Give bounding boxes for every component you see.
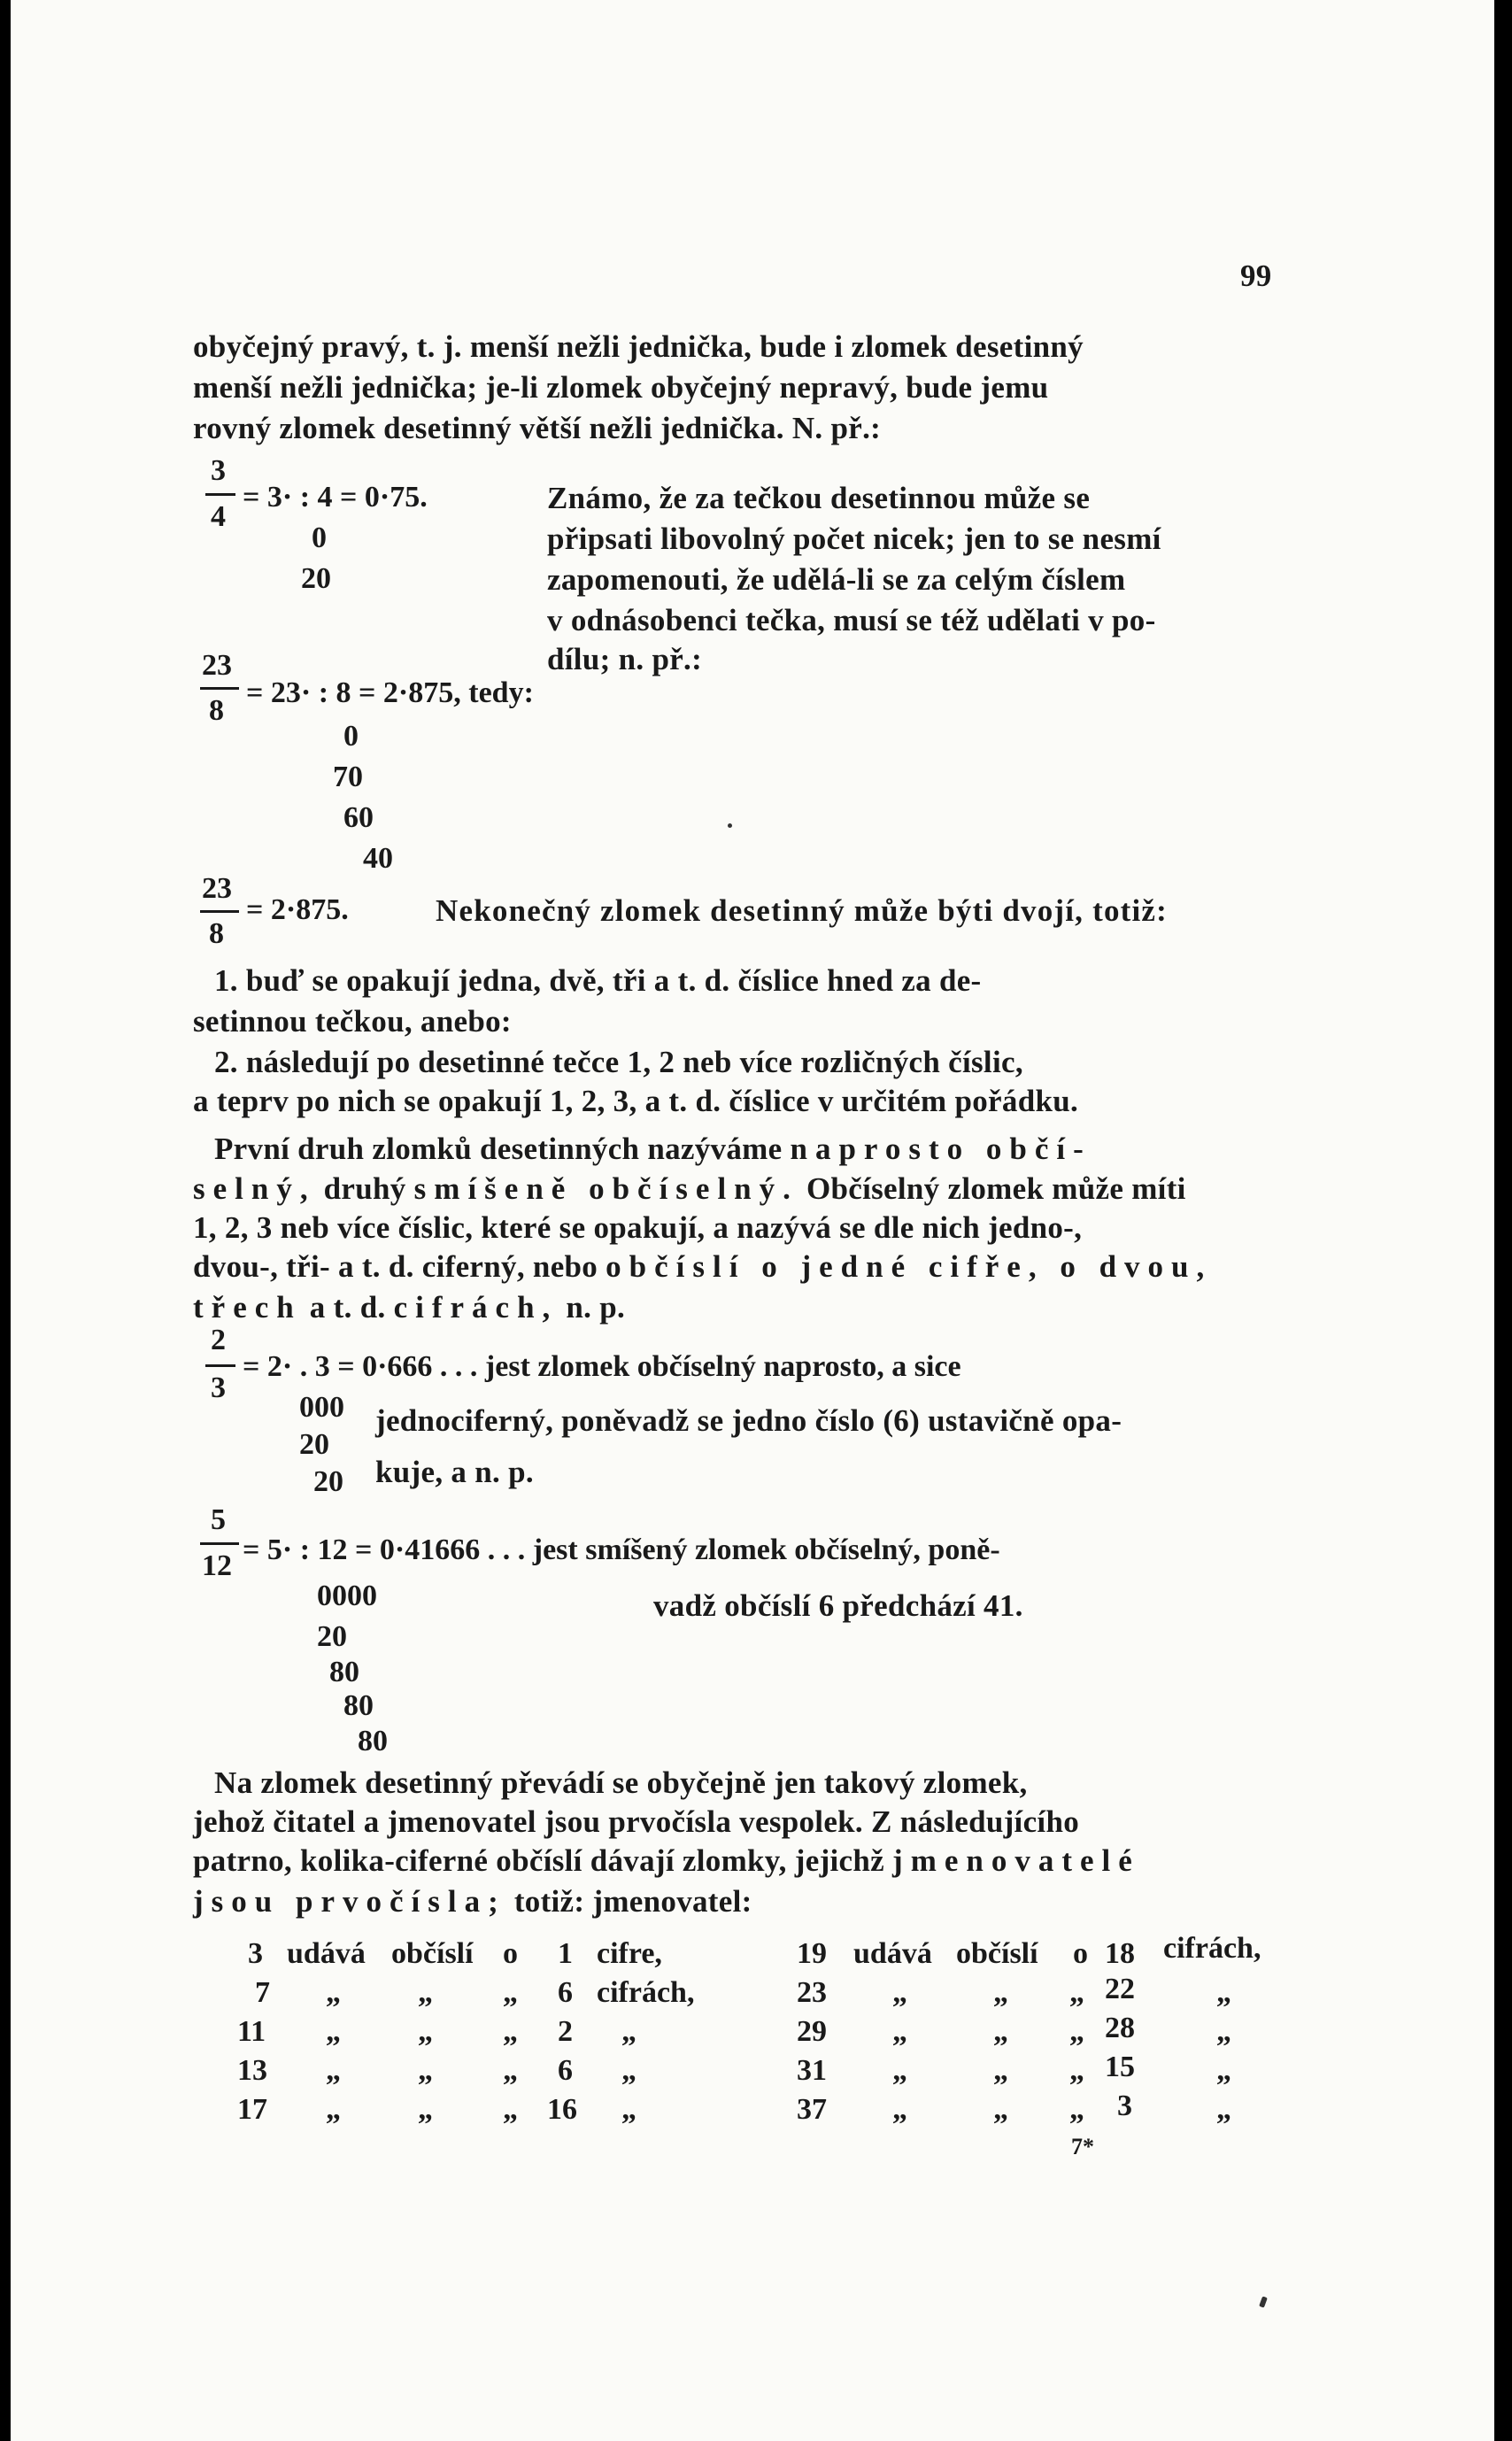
table-cell: občíslí (956, 1937, 1038, 1970)
speck (1259, 2296, 1268, 2307)
equation: = 5· : 12 = 0·41666 . . . jest smíšený zlomek občíselný, poně- (243, 1533, 1000, 1566)
table-cell: „ (418, 1976, 433, 2009)
fraction-bar (200, 910, 239, 913)
list-item: setinnou tečkou, anebo: (193, 1004, 512, 1039)
book-page (11, 0, 1494, 2441)
table-cell: „ (326, 2015, 341, 2048)
fraction-numerator: 23 (202, 872, 232, 905)
emphasis: jmenovatelé (892, 1843, 1140, 1878)
table-cell: „ (1069, 2015, 1084, 2048)
text-line: 1, 2, 3 neb více číslic, které se opakují, a nazývá se dle nich jedno-, (193, 1210, 1083, 1245)
table-cell: „ (326, 2054, 341, 2087)
table-cell: 7 (255, 1976, 270, 2009)
side-note-line: jednociferný, poněvadž se jedno číslo (6) ustavičně opa- (375, 1403, 1122, 1438)
table-cell: 37 (797, 2093, 827, 2126)
text-run: Občíselný zlomek může míti (806, 1171, 1186, 1206)
table-cell: 22 (1105, 1973, 1135, 2005)
emphasis: smíšeně občíselný. (413, 1171, 798, 1206)
side-note-line: zapomenouti, že udělá-li se za celým číslem (547, 562, 1126, 597)
table-cell: cifrách, (1163, 1932, 1261, 1965)
table-cell: „ (1216, 2015, 1231, 2048)
equation: = 23· : 8 = 2·875, tedy: (246, 676, 534, 709)
table-cell: 23 (797, 1976, 827, 2009)
emphasis: občíslí o jedné cifře, o dvou, (606, 1249, 1213, 1284)
table-cell: „ (418, 2015, 433, 2048)
fraction-bar (205, 1364, 235, 1367)
table-cell: „ (1216, 2093, 1231, 2126)
division-work: 70 (333, 761, 363, 793)
fraction-denominator: 4 (211, 500, 226, 533)
table-cell: „ (993, 1976, 1008, 2009)
signature-mark: 7* (1071, 2134, 1094, 2159)
table-cell: udává (287, 1937, 366, 1970)
table-cell: 15 (1105, 2051, 1135, 2083)
equation: = 2· . 3 = 0·666 . . . jest zlomek občíselný naprosto, a sice (243, 1350, 961, 1383)
emphasis: cifrách, (393, 1290, 559, 1325)
side-note-line: vadž občíslí 6 předchází 41. (653, 1588, 1023, 1623)
emphasis: jsou prvočísla; (193, 1884, 506, 1919)
table-cell: 6 (558, 1976, 573, 2009)
division-work: 0 (343, 720, 359, 753)
table-cell: 11 (237, 2015, 266, 2048)
fraction-numerator: 3 (211, 454, 226, 487)
emphasis: selný, (193, 1171, 316, 1206)
side-note-line: kuje, a n. p. (375, 1455, 534, 1489)
table-cell: cifre, (597, 1937, 662, 1970)
fraction-numerator: 5 (211, 1503, 226, 1536)
text-run: patrno, kolika-ciferné občíslí dávají zlomky, jejichž (193, 1843, 884, 1878)
table-cell: 2 (558, 2015, 573, 2048)
table-cell: 3 (248, 1937, 263, 1970)
text-run: n. p. (566, 1290, 626, 1325)
division-work: 20 (301, 562, 331, 595)
equation: = 3· : 4 = 0·75. (243, 481, 428, 514)
table-cell: 3 (1117, 2090, 1132, 2122)
division-work: 60 (343, 801, 374, 834)
table-cell: 28 (1105, 2012, 1135, 2044)
text-line (193, 1173, 1186, 1204)
text-run: dvou-, tři- a t. d. ciferný, nebo (193, 1249, 598, 1284)
text-run: První druh zlomků desetinných nazýváme (214, 1132, 783, 1166)
text-run: druhý (323, 1171, 406, 1206)
table-cell: 18 (1105, 1937, 1135, 1970)
fraction-bar (200, 687, 239, 690)
division-work: 20 (317, 1620, 347, 1653)
fraction-bar (200, 1542, 239, 1545)
side-note-line: v odnásobenci tečka, musí se též udělati v po- (547, 603, 1156, 637)
table-cell: „ (1216, 1976, 1231, 2009)
table-cell: „ (418, 2054, 433, 2087)
table-cell: „ (892, 1976, 907, 2009)
division-work: 80 (358, 1725, 388, 1757)
table-cell: „ (503, 2093, 518, 2126)
text-line: jehož čitatel a jmenovatel jsou prvočísla vespolek. Z následujícího (193, 1804, 1080, 1839)
table-cell: „ (892, 2054, 907, 2087)
table-cell: 31 (797, 2054, 827, 2087)
fraction-denominator: 8 (209, 694, 224, 727)
list-item: a teprv po nich se opakují 1, 2, 3, a t. d. číslice v určitém pořádku. (193, 1084, 1079, 1118)
table-cell: „ (503, 1976, 518, 2009)
text-line (193, 1251, 1212, 1282)
text-line (214, 1133, 1092, 1164)
table-cell: „ (993, 2054, 1008, 2087)
table-cell: „ (503, 2054, 518, 2087)
side-note-line: Známo, že za tečkou desetinnou může se (547, 481, 1091, 515)
emphasis: naprosto občí- (790, 1132, 1092, 1166)
division-work: 40 (363, 842, 393, 875)
fraction-denominator: 8 (209, 917, 224, 950)
fraction-denominator: 12 (202, 1549, 232, 1582)
table-cell: „ (621, 2093, 636, 2126)
side-note-line: připsati libovolný počet nicek; jen to se nesmí (547, 521, 1161, 556)
fraction-numerator: 2 (211, 1324, 226, 1356)
table-cell: „ (503, 2015, 518, 2048)
fraction-numerator: 23 (202, 649, 232, 682)
text-line (193, 1845, 1140, 1876)
table-cell: o (503, 1937, 518, 1970)
text-line: rovný zlomek desetinný větší nežli jednička. N. př.: (193, 411, 882, 445)
division-work: 80 (329, 1656, 359, 1688)
table-cell: „ (326, 1976, 341, 2009)
table-cell: o (1073, 1937, 1088, 1970)
table-cell: „ (892, 2015, 907, 2048)
page-number: 99 (1240, 259, 1272, 293)
division-work: 20 (299, 1428, 329, 1461)
table-cell: „ (892, 2093, 907, 2126)
table-cell: občíslí (391, 1937, 474, 1970)
text-line: obyčejný pravý, t. j. menší nežli jednička, bude i zlomek desetinný (193, 329, 1084, 364)
table-cell: „ (1216, 2054, 1231, 2087)
text-line: Na zlomek desetinný převádí se obyčejně jen takový zlomek, (214, 1765, 1028, 1800)
table-cell: udává (853, 1937, 932, 1970)
list-item: 2. následují po desetinné tečce 1, 2 neb více rozličných číslic, (214, 1045, 1023, 1079)
table-cell: 6 (558, 2054, 573, 2087)
speck (728, 823, 732, 828)
table-cell: 29 (797, 2015, 827, 2048)
emphasis: třech (193, 1290, 302, 1325)
table-cell: 19 (797, 1937, 827, 1970)
table-cell: „ (1069, 2054, 1084, 2087)
list-item: 1. buď se opakují jedna, dvě, tři a t. d. číslice hned za de- (214, 963, 982, 998)
table-cell: „ (621, 2015, 636, 2048)
table-cell: 16 (547, 2093, 577, 2126)
table-cell: „ (993, 2093, 1008, 2126)
side-note-line: dílu; n. př.: (547, 642, 703, 676)
division-work: 20 (313, 1465, 343, 1498)
text-run: a t. d. (309, 1290, 386, 1325)
table-cell: 17 (237, 2093, 267, 2126)
table-cell: cifrách, (597, 1976, 695, 2009)
text-line (193, 1292, 625, 1323)
fraction-bar (205, 493, 235, 496)
table-cell: 1 (558, 1937, 573, 1970)
division-work: 80 (343, 1689, 374, 1722)
division-work: 000 (299, 1391, 344, 1424)
text-run: totiž: jmenovatel: (513, 1884, 752, 1919)
division-work: 0000 (317, 1580, 377, 1612)
table-cell: „ (1069, 2093, 1084, 2126)
division-work: 0 (312, 521, 327, 554)
table-cell: „ (326, 2093, 341, 2126)
table-cell: 13 (237, 2054, 267, 2087)
text-line: Nekonečný zlomek desetinný může býti dvojí, totiž: (436, 893, 1169, 928)
table-cell: „ (418, 2093, 433, 2126)
text-line (193, 1886, 752, 1917)
table-cell: „ (621, 2054, 636, 2087)
table-cell: „ (1069, 1976, 1084, 2009)
table-cell: „ (993, 2015, 1008, 2048)
text-line: menší nežli jednička; je-li zlomek obyčejný nepravý, bude jemu (193, 370, 1049, 405)
equation: = 2·875. (246, 893, 349, 926)
fraction-denominator: 3 (211, 1371, 226, 1404)
